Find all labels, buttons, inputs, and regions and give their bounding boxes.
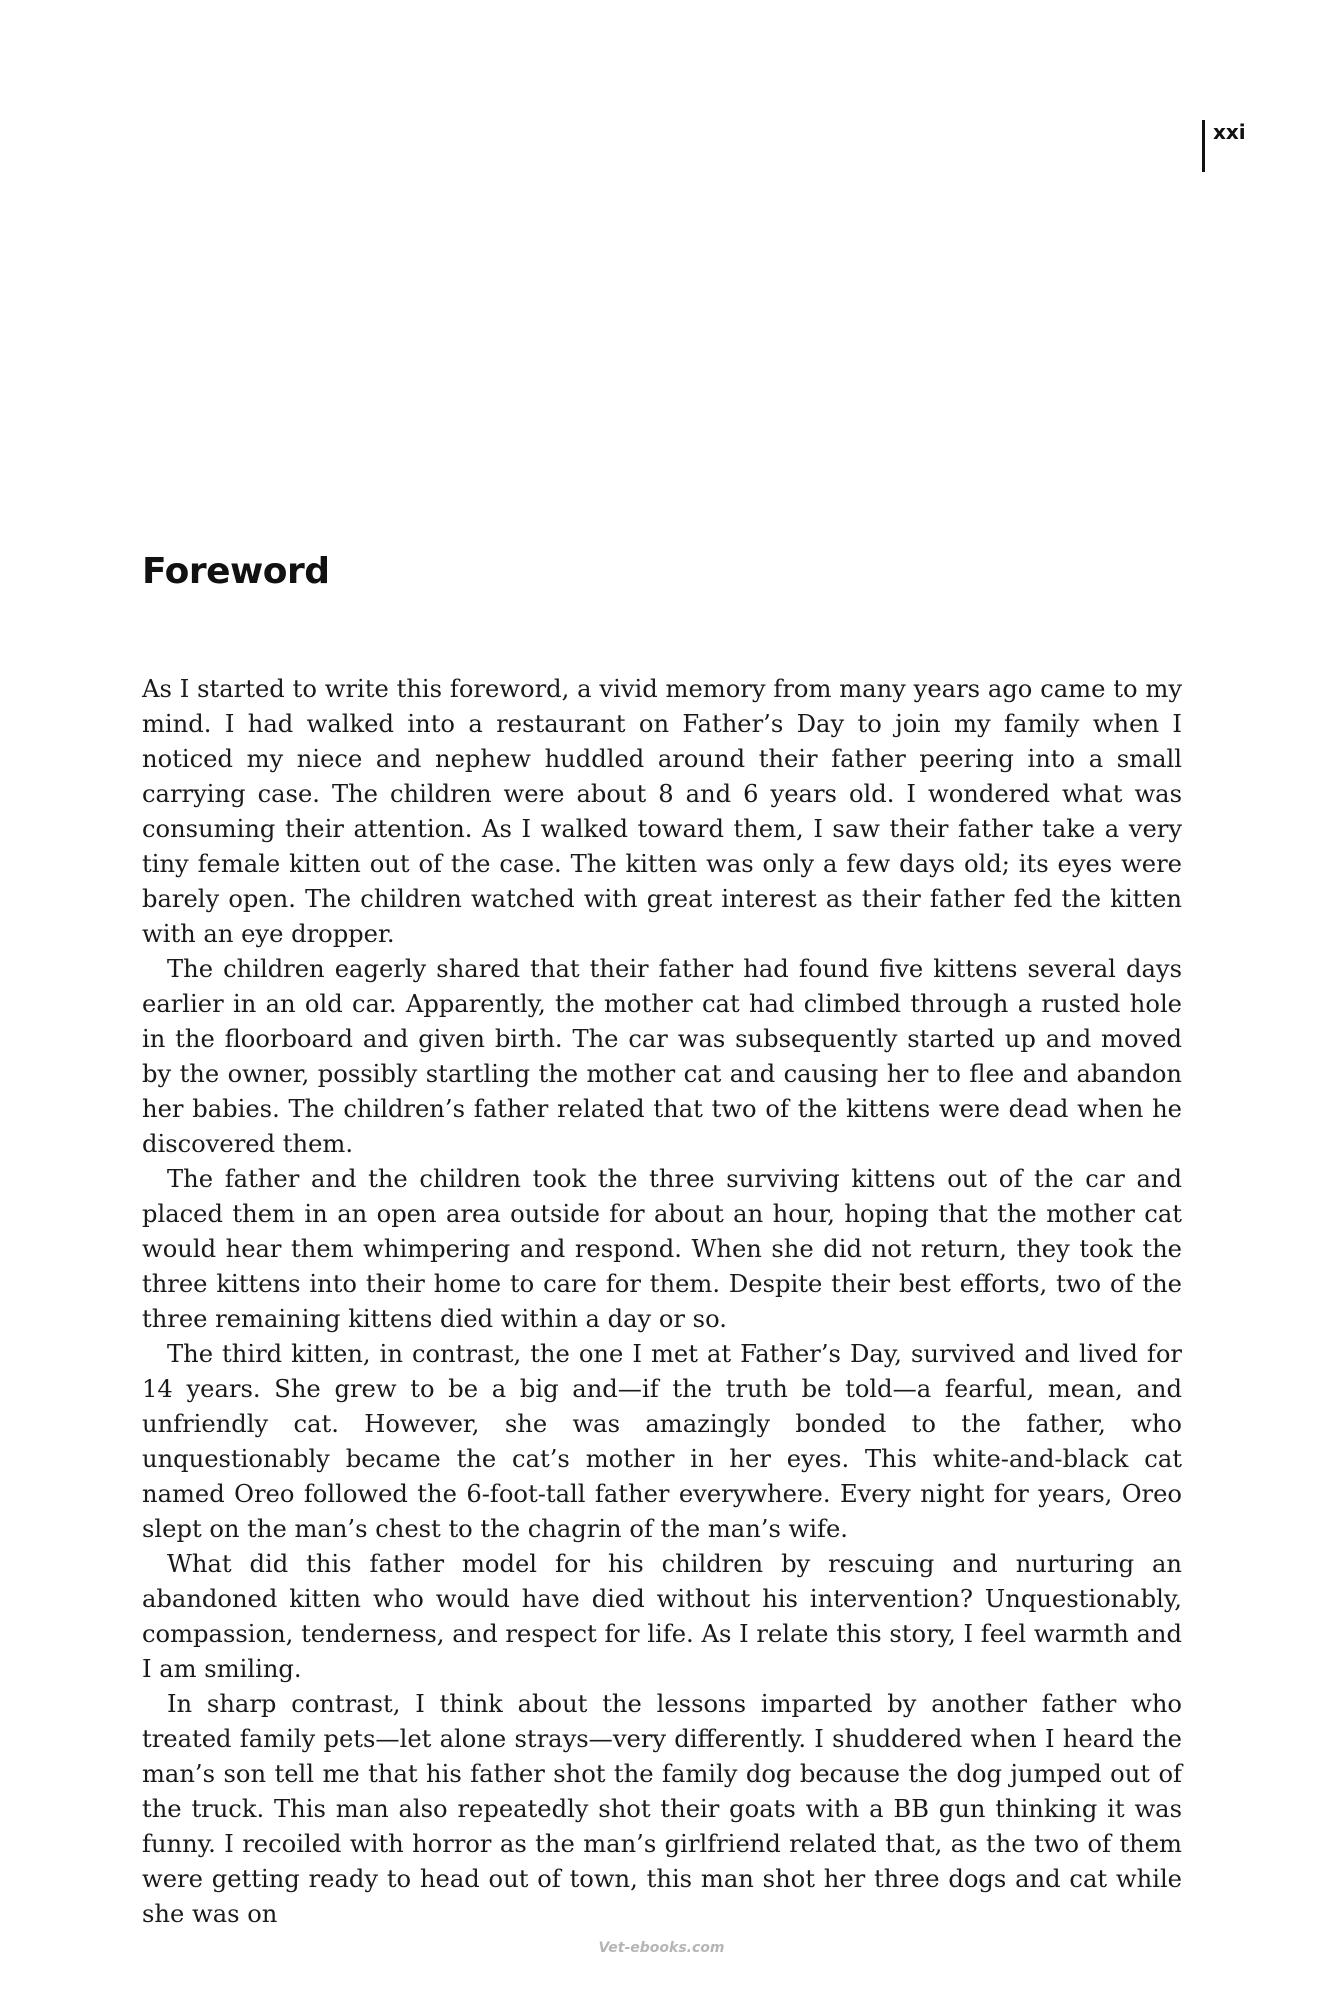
paragraph-6: In sharp contrast, I think about the lessons imparted by another father who treated family pets—let alone strays—very differently. I shuddered when I heard the man’s son tell me that his father shot the family dog because the dog jumped out of the truck. This man also repeatedly shot their goats with a BB gun thinking it was funny. I recoiled with horror as the man’s girlfriend related that, as the two of them were getting ready to head out of town, this man shot her three dogs and cat while she was on <box>142 1690 1182 1928</box>
chapter-title: Foreword <box>142 551 330 592</box>
paragraph-1: As I started to write this foreword, a vivid memory from many years ago came to my mind. I had walked into a restaurant on Father’s Day to join my family when I noticed my niece and nephew huddled around their father peering into a small carrying case. The children were about 8 and 6 years old. I wondered what was consuming their attention. As I walked toward them, I saw their father take a very tiny female kitten out of the case. The kitten was only a few days old; its eyes were barely open. The children watched with great interest as their father fed the kitten with an eye dropper. <box>142 675 1182 948</box>
paragraph-2: The children eagerly shared that their father had found five kittens several days earlier in an old car. Apparently, the mother cat had climbed through a rusted hole in the floorboard and given birth. The car was subsequently started up and moved by the owner, possibly startling the mother cat and causing her to flee and abandon her babies. The children’s father related that two of the kittens were dead when he discovered them. <box>142 955 1182 1158</box>
foreword-body <box>142 672 1182 1932</box>
paragraph-4: The third kitten, in contrast, the one I met at Father’s Day, survived and lived for 14 years. She grew to be a big and—if the truth be told—a fearful, mean, and unfriendly cat. However, she was amazingly bonded to the father, who unquestionably became the cat’s mother in her eyes. This white-and-black cat named Oreo followed the 6-foot-tall father everywhere. Every night for years, Oreo slept on the man’s chest to the chagrin of the man’s wife. <box>142 1340 1182 1543</box>
paragraph-5: What did this father model for his children by rescuing and nurturing an abandoned kitten who would have died without his intervention? Unquestionably, compassion, tenderness, and respect for life. As I relate this story, I feel warmth and I am smiling. <box>142 1550 1182 1683</box>
watermark-logo: Vet-ebooks.com <box>598 1940 725 1956</box>
paragraph-3: The father and the children took the three surviving kittens out of the car and placed them in an open area outside for about an hour, hoping that the mother cat would hear them whimpering and respond. When she did not return, they took the three kittens into their home to care for them. Despite their best efforts, two of the three remaining kittens died within a day or so. <box>142 1165 1182 1333</box>
page-number: xxi <box>1202 120 1246 172</box>
